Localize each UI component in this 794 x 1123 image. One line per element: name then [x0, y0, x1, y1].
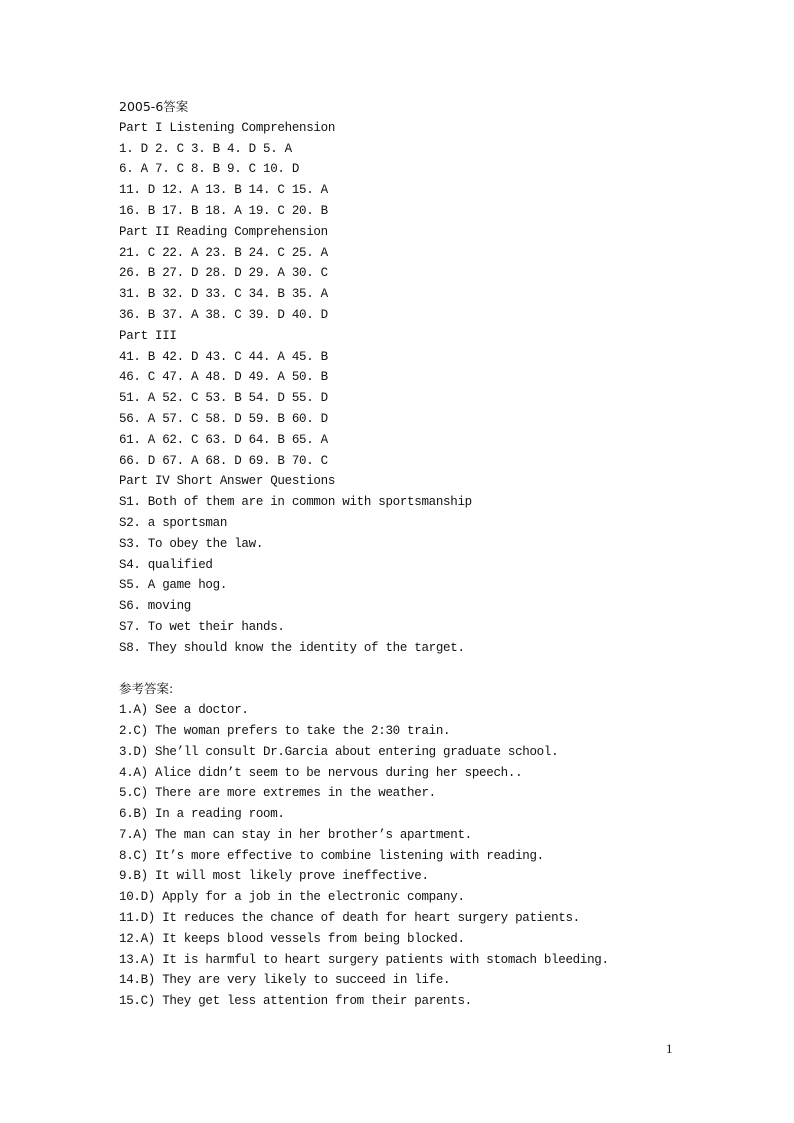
short-answer: S1. Both of them are in common with sportsmanship	[119, 495, 472, 510]
reference-answer: 4.A) Alice didn’t seem to be nervous during her speech..	[119, 765, 523, 780]
reference-answer: 11.D) It reduces the chance of death for heart surgery patients.	[119, 911, 580, 926]
answer-row: 36. B 37. A 38. C 39. D 40. D	[119, 307, 328, 322]
answer-row: 11. D 12. A 13. B 14. C 15. A	[119, 183, 328, 198]
reference-answer: 9.B) It will most likely prove ineffective.	[119, 869, 429, 884]
reference-answer: 1.A) See a doctor.	[119, 703, 249, 718]
reference-heading: 参考答案:	[119, 681, 174, 697]
reference-answer: 15.C) They get less attention from their parents.	[119, 994, 472, 1009]
reference-answer: 14.B) They are very likely to succeed in life.	[119, 973, 451, 988]
part2-heading: Part II Reading Comprehension	[119, 224, 328, 239]
answer-row: 1. D 2. C 3. B 4. D 5. A	[119, 141, 292, 156]
answer-row: 56. A 57. C 58. D 59. B 60. D	[119, 411, 328, 426]
short-answer: S3. To obey the law.	[119, 536, 264, 551]
page-number: 1	[666, 1041, 673, 1056]
reference-answer: 10.D) Apply for a job in the electronic company.	[119, 890, 465, 905]
answer-row: 6. A 7. C 8. B 9. C 10. D	[119, 162, 300, 177]
answer-row: 66. D 67. A 68. D 69. B 70. C	[119, 453, 328, 468]
reference-answer: 6.B) In a reading room.	[119, 807, 285, 822]
answer-row: 61. A 62. C 63. D 64. B 65. A	[119, 432, 328, 447]
answer-row: 31. B 32. D 33. C 34. B 35. A	[119, 287, 328, 302]
short-answer: S6. moving	[119, 599, 192, 614]
answer-row: 51. A 52. C 53. B 54. D 55. D	[119, 391, 328, 406]
short-answer: S7. To wet their hands.	[119, 619, 285, 634]
reference-answer: 5.C) There are more extremes in the weather.	[119, 786, 436, 801]
part1-heading: Part I Listening Comprehension	[119, 120, 336, 135]
answer-key-page	[119, 97, 739, 1012]
short-answer: S4. qualified	[119, 557, 213, 572]
answer-row: 41. B 42. D 43. C 44. A 45. B	[119, 349, 328, 364]
reference-answer: 3.D) She’ll consult Dr.Garcia about entering graduate school.	[119, 744, 559, 759]
reference-answer: 13.A) It is harmful to heart surgery patients with stomach bleeding.	[119, 952, 609, 967]
reference-answer: 7.A) The man can stay in her brother’s apartment.	[119, 827, 472, 842]
reference-answer: 12.A) It keeps blood vessels from being blocked.	[119, 931, 465, 946]
document-title: 2005-6答案	[119, 99, 189, 114]
short-answer: S2. a sportsman	[119, 515, 228, 530]
short-answer: S5. A game hog.	[119, 578, 228, 593]
section-spacer	[119, 659, 739, 680]
short-answer: S8. They should know the identity of the target.	[119, 640, 465, 655]
reference-answer: 2.C) The woman prefers to take the 2:30 train.	[119, 723, 451, 738]
part4-heading: Part IV Short Answer Questions	[119, 474, 336, 489]
reference-answer: 8.C) It’s more effective to combine listening with reading.	[119, 848, 544, 863]
answer-row: 16. B 17. B 18. A 19. C 20. B	[119, 203, 328, 218]
part3-heading: Part III	[119, 328, 177, 343]
answer-row: 21. C 22. A 23. B 24. C 25. A	[119, 245, 328, 260]
answer-row: 46. C 47. A 48. D 49. A 50. B	[119, 370, 328, 385]
answer-row: 26. B 27. D 28. D 29. A 30. C	[119, 266, 328, 281]
